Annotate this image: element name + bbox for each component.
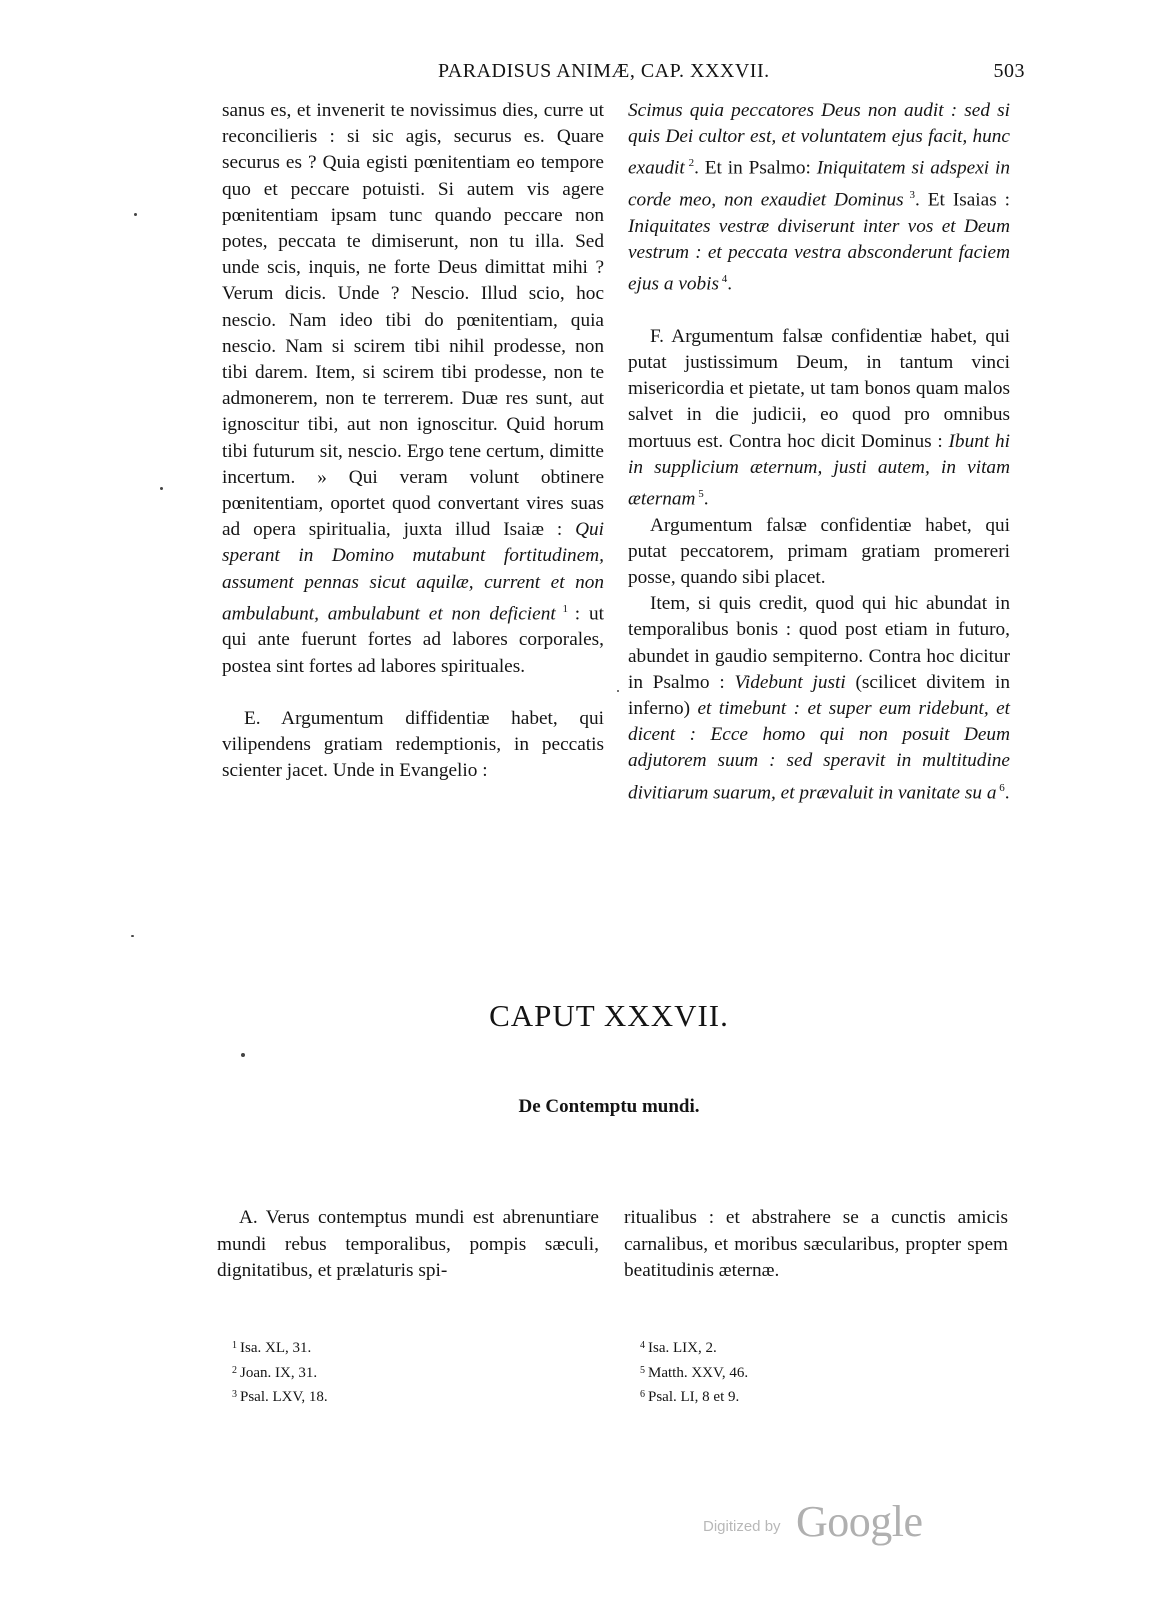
footnote-marker: 3: [903, 189, 916, 202]
footnote-text: Isa. LIX, 2.: [648, 1340, 717, 1356]
text-run: Argumentum falsæ confidentiæ habet, qui putat peccatorem, primam gratiam promereri posse, quando sibi placet.: [628, 514, 1010, 588]
footnote-text: Isa. XL, 31.: [240, 1340, 312, 1356]
footnote: [640, 1360, 748, 1385]
footnote-marker: 2: [684, 157, 695, 170]
footnote: [232, 1384, 328, 1409]
footnote-text: Psal. LXV, 18.: [240, 1389, 328, 1405]
paragraph: [628, 324, 1010, 513]
italic-quotation: Ibunt hi in supplicium æternum, justi autem, in vitam æternam: [628, 430, 1010, 510]
footnote: [232, 1360, 328, 1385]
chapter-title: CAPUT XXXVII.: [489, 998, 729, 1033]
footnotes-right: [640, 1335, 748, 1409]
text-run: sanus es, et invenerit te novissimus dies, curre ut reconcilieris : si sic agis, securus es. Quare securus es ? Quia egisti pœnitentiam eo tempore quo et peccare potuisti. Si autem vis agere pœnitentiam ipsam tunc quando peccare non potes, peccata te dimiserunt, non tu illa. Sed unde scis, inquis, ne forte Deus dimittat mihi ? Verum dicis. Unde ? Nescio. Illud scio, hoc nescio. Nam ideo tibi do pœnitentiam, quia nescio. Nam si scirem tibi nihil prodesse, non tibi darem. Item, si scirem tibi prodesse, non te admonerem, non te terrerem. Duæ res sunt, aut ignoscitur tibi, aut non ignoscitur. Quid horum tibi futurum sit, nescio. Ergo tene certum, dimitte incertum. » Qui veram volunt obtinere pœnitentiam, oportet quod convertant vires suas ad opera spiritualia, juxta illud Isaiæ :: [222, 100, 604, 541]
text-run: (scilicet divitem in inferno): [628, 671, 1010, 719]
footnote-number: 5: [640, 1364, 645, 1376]
upper-left-column: [222, 98, 604, 785]
footnote-marker: 1: [555, 602, 575, 615]
paragraph: [222, 706, 604, 785]
paragraph: [628, 98, 1010, 298]
footnote-number: 1: [232, 1340, 237, 1351]
italic-quotation: Videbunt justi: [734, 671, 846, 693]
google-logo: Google: [796, 1497, 923, 1546]
footnote-number: 6: [640, 1389, 645, 1400]
paragraph: [628, 591, 1010, 806]
lower-left-column: [217, 1205, 599, 1285]
italic-quotation: Iniquitatem si adspexi in corde meo, non exaudiet Dominus: [628, 157, 1010, 211]
digitized-by-label: Digitized by: [703, 1518, 781, 1535]
footnote-text: Joan. IX, 31.: [240, 1364, 318, 1381]
lower-left-paragraph: A. Verus contemptus mundi est abrenuntiare mundi rebus temporalibus, pompis sæculi, dignitatibus, et prælaturis spi-: [217, 1207, 599, 1281]
running-title: PARADISUS ANIMÆ, CAP. XXXVII.: [438, 60, 770, 82]
italic-quotation: et timebunt : et super eum ridebunt, et dicent : Ecce homo qui non posuit Deum adjutorem suum : sed speravit in multitudine divitiarum suarum, et prævaluit in vanitate su a: [628, 697, 1011, 803]
text-run: F. Argumentum falsæ confidentiæ habet, qui putat justissimum Deum, in tantum vinci misericordia et pietate, ut tam bonos quam malos salvet in die judicii, eo quod pro omnibus mortuus est. Contra hoc dicit Dominus :: [628, 325, 1010, 452]
lower-right-column: [624, 1205, 1008, 1285]
italic-quotation: Qui sperant in Domino mutabunt fortitudinem, assument pennas sicut aquilæ, current et non ambulabunt, ambulabunt et non deficient: [222, 519, 604, 625]
scan-speck: [241, 1053, 245, 1057]
chapter-subtitle: De Contemptu mundi.: [518, 1096, 700, 1117]
text-run: .: [703, 488, 709, 510]
footnote-text: Matth. XXV, 46.: [648, 1364, 749, 1381]
paragraph: [222, 98, 604, 680]
text-run: .: [1004, 781, 1010, 803]
text-run: E. Argumentum diffidentiæ habet, qui vilipendens gratiam redemptionis, in peccatis scienter jacet. Unde in Evangelio :: [222, 707, 604, 782]
text-run: Item, si quis credit, quod qui hic abundat in temporalibus bonis : quod post etiam in futuro, abundet in gaudio sempiterno. Contra hoc dicitur in Psalmo :: [628, 593, 1010, 693]
digitized-watermark: [703, 1496, 943, 1546]
text-run: . Et Isaias :: [915, 189, 1010, 211]
lower-right-paragraph: ritualibus : et abstrahere se a cunctis amicis carnalibus, et moribus sæcularibus, propter spem beatitudinis æternæ.: [624, 1207, 1008, 1281]
scan-speck: [617, 690, 619, 692]
footnote-number: 4: [640, 1340, 645, 1351]
footnote-marker: 6: [996, 781, 1005, 794]
italic-quotation: Scimus quia peccatores Deus non audit : sed si quis Dei cultor est, et voluntatem ejus facit, hunc exaudit: [628, 100, 1010, 179]
footnote-number: 2: [232, 1364, 237, 1376]
footnote: [232, 1335, 328, 1360]
text-run: .: [727, 273, 733, 295]
running-header: [430, 60, 1025, 90]
footnote: [640, 1384, 748, 1409]
italic-quotation: Iniquitates vestræ diviserunt inter vos et Deum vestrum : et peccata vestra absconderunt faciem ejus a vobis: [628, 215, 1010, 295]
footnote-marker: 4: [719, 273, 728, 286]
upper-right-column: [628, 98, 1010, 806]
footnote-number: 3: [232, 1389, 237, 1400]
scan-speck: [131, 935, 134, 937]
paragraph: [628, 513, 1010, 592]
scan-speck: [160, 487, 163, 490]
footnote: [640, 1335, 748, 1360]
footnote-text: Psal. LI, 8 et 9.: [648, 1389, 740, 1405]
scan-speck: [134, 213, 137, 216]
footnote-marker: 5: [695, 487, 704, 500]
footnotes-left: [232, 1335, 328, 1409]
page-number: 503: [993, 60, 1025, 82]
text-run: . Et in Psalmo:: [694, 157, 817, 179]
text-run: : ut qui ante fuerunt fortes ad labores corporales, postea sint fortes ad labores spirituales.: [222, 603, 604, 677]
